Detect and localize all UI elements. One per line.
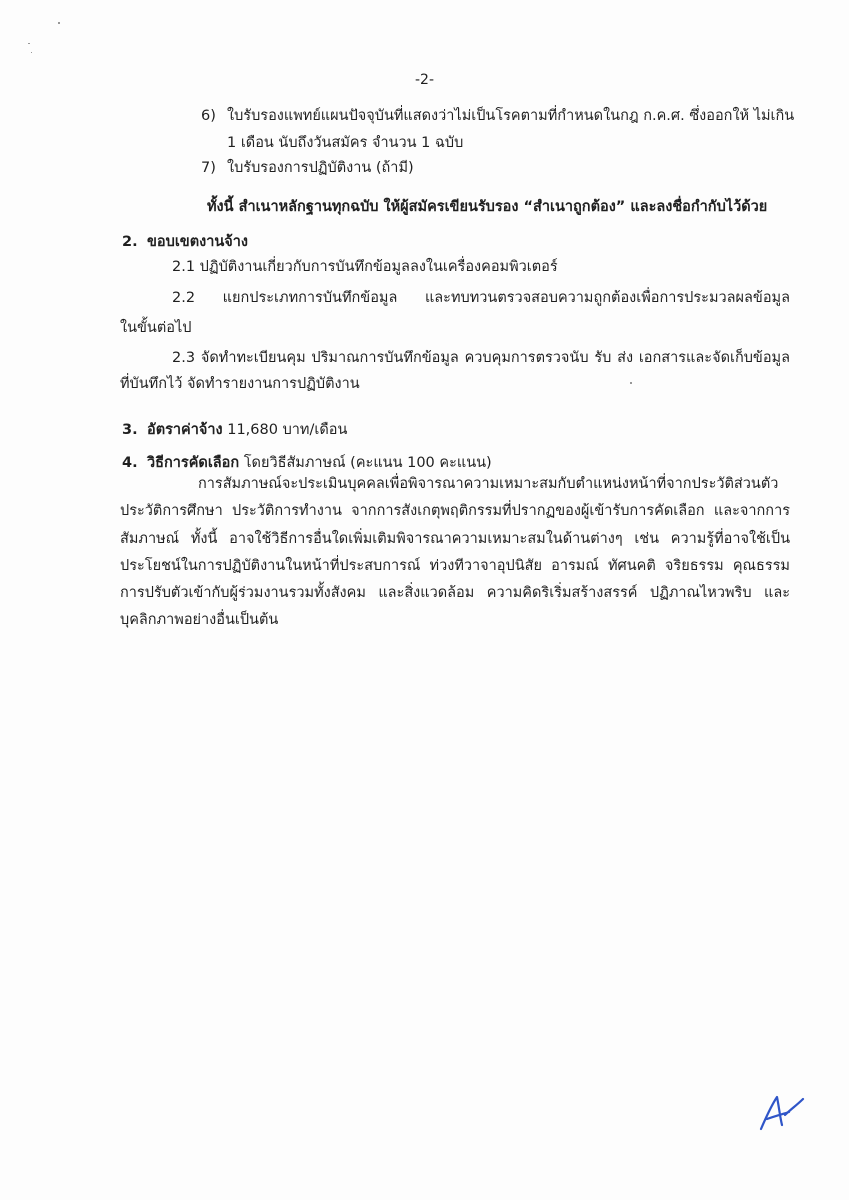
selection-paragraph-line: ประวัติการศึกษา ประวัติการทำงาน จากการสังเกตุพฤติกรรมที่ปรากฏของผู้เข้ารับการคัดเลือก และจากการ	[120, 503, 790, 519]
list-item-number: 6)	[201, 108, 216, 124]
selection-line	[147, 453, 492, 473]
scan-speck	[630, 382, 632, 384]
selection-paragraph-line: บุคลิกภาพอย่างอื่นเป็นต้น	[120, 612, 279, 628]
wage-line	[147, 420, 347, 440]
scan-speck	[31, 52, 32, 53]
list-item-number: 7)	[201, 160, 216, 176]
scope-item: 2.2 แยกประเภทการบันทึกข้อมูล และทบทวนตรวจสอบความถูกต้องเพื่อการประมวลผลข้อมูล	[172, 290, 790, 306]
selection-paragraph-line: การสัมภาษณ์จะประเมินบุคคลเพื่อพิจารณาความเหมาะสมกับตำแหน่งหน้าที่จากประวัติส่วนตัว	[198, 476, 779, 492]
section-heading: อัตราค่าจ้าง	[147, 422, 223, 438]
list-item-text: ใบรับรองการปฏิบัติงาน (ถ้ามี)	[227, 160, 414, 176]
scope-item: 2.3 จัดทำทะเบียนคุม ปริมาณการบันทึกข้อมูล ควบคุมการตรวจนับ รับ ส่ง เอกสารและจัดเก็บข้อมูล	[172, 350, 790, 366]
scope-item-continuation: ที่บันทึกไว้ จัดทำรายงานการปฏิบัติงาน	[120, 376, 360, 392]
section-heading: วิธีการคัดเลือก	[147, 455, 240, 471]
section-number: 3.	[122, 422, 138, 438]
selection-paragraph-line: ประโยชน์ในการปฏิบัติงานในหน้าที่ประสบการณ์ ท่วงทีวาจาอุปนิสัย อารมณ์ ทัศนคติ จริยธรรม คุณธรรม	[120, 558, 790, 574]
list-item-continuation: 1 เดือน นับถึงวันสมัคร จำนวน 1 ฉบับ	[227, 135, 464, 151]
section-number: 2.	[122, 234, 138, 250]
selection-paragraph-line: สัมภาษณ์ ทั้งนี้ อาจใช้วิธีการอื่นใดเพิ่มเติมพิจารณาความเหมาะสมในด้านต่างๆ เช่น ความรู้ที่อาจใช้เป็น	[120, 531, 790, 547]
scope-item: 2.1 ปฏิบัติงานเกี่ยวกับการบันทึกข้อมูลลงในเครื่องคอมพิวเตอร์	[172, 259, 558, 275]
certification-note: ทั้งนี้ สำเนาหลักฐานทุกฉบับ ให้ผู้สมัครเขียนรับรอง “สำเนาถูกต้อง” และลงชื่อกำกับไว้ด้วย	[207, 199, 768, 215]
section-number: 4.	[122, 455, 138, 471]
page-number: -2-	[414, 72, 434, 88]
wage-value: 11,680 บาท/เดือน	[227, 422, 348, 438]
scope-item-continuation: ในขั้นต่อไป	[120, 320, 192, 336]
scan-speck	[28, 43, 30, 44]
selection-method: โดยวิธีสัมภาษณ์ (คะแนน 100 คะแนน)	[243, 455, 492, 471]
handwritten-initials	[755, 1085, 815, 1135]
list-item-text: ใบรับรองแพทย์แผนปัจจุบันที่แสดงว่าไม่เป็นโรคตามที่กำหนดในกฎ ก.ค.ศ. ซึ่งออกให้ ไม่เกิน	[227, 108, 795, 124]
selection-paragraph-line: การปรับตัวเข้ากับผู้ร่วมงานรวมทั้งสังคม และสิ่งแวดล้อม ความคิดริเริ่มสร้างสรรค์ ปฏิภาณไหวพริบ และ	[120, 585, 790, 601]
scan-speck	[58, 22, 60, 24]
section-heading: ขอบเขตงานจ้าง	[147, 234, 248, 250]
